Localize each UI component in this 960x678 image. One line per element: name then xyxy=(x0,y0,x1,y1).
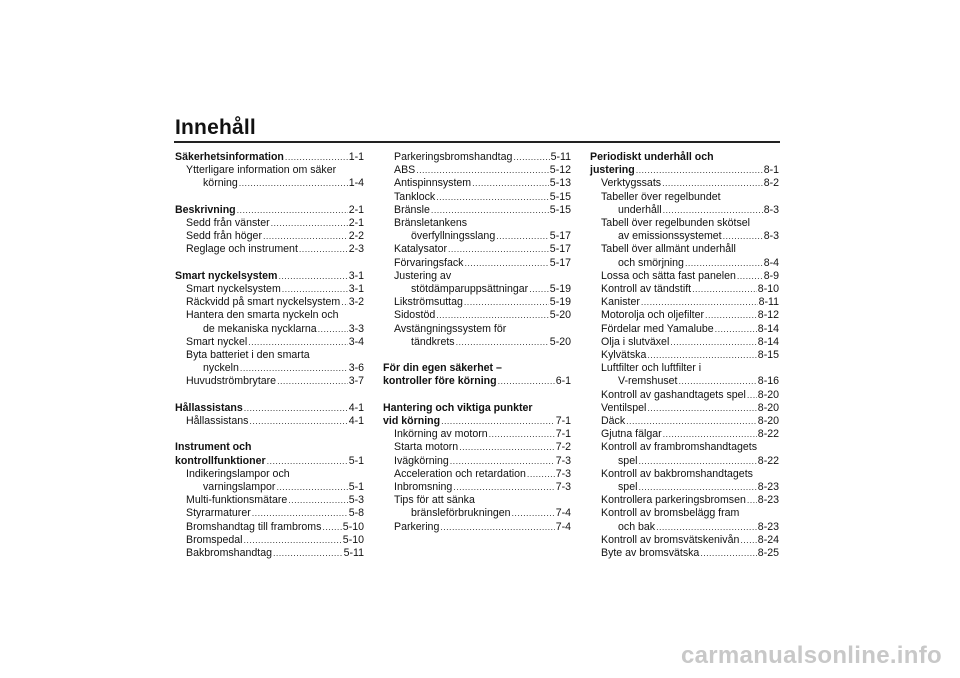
toc-entry[interactable] xyxy=(590,191,779,217)
toc-entry[interactable] xyxy=(383,323,571,349)
toc-page-number: 3-7 xyxy=(348,375,364,388)
toc-entry-text: vid körning xyxy=(383,415,441,428)
toc-entry[interactable] xyxy=(590,534,779,547)
toc-entry-text: Parkering xyxy=(394,520,440,533)
toc-entry-text: Fördelar med Yamalube xyxy=(601,322,714,335)
toc-entry-text: Hållassistans xyxy=(186,415,249,428)
toc-page-number: 8-20 xyxy=(757,401,779,414)
toc-entry[interactable] xyxy=(175,283,364,296)
toc-page-number: 7-3 xyxy=(555,481,571,494)
toc-entry-text: Kontroll av tändstift xyxy=(601,283,692,296)
toc-entry-text: Parkeringsbromshandtag xyxy=(394,151,513,163)
toc-entry-text: underhåll xyxy=(618,203,662,216)
toc-entry[interactable] xyxy=(175,547,364,560)
toc-page-number: 3-3 xyxy=(348,322,364,335)
dot-leader xyxy=(416,164,549,177)
dot-leader xyxy=(341,296,347,309)
toc-page-number: 2-2 xyxy=(348,230,364,243)
toc-entry-text: Sedd från vänster xyxy=(186,217,270,229)
toc-entry-text: Kontroll av bromsvätskenivån xyxy=(601,533,740,546)
toc-entry-text: Bränsle xyxy=(394,203,430,216)
toc-entry-text: Tanklock xyxy=(394,190,436,203)
toc-entry[interactable] xyxy=(383,455,571,468)
dot-leader xyxy=(448,243,549,256)
dot-leader xyxy=(248,336,347,349)
toc-section-heading[interactable] xyxy=(175,270,364,283)
toc-entry[interactable] xyxy=(383,521,571,534)
toc-page-number: 5-3 xyxy=(348,494,364,507)
toc-section-heading[interactable] xyxy=(590,151,779,177)
toc-entry-text: Likströmsuttag xyxy=(394,296,463,309)
toc-entry-text: Ivägkörning xyxy=(394,454,449,467)
dot-leader xyxy=(282,283,348,296)
dot-leader xyxy=(285,151,348,164)
toc-page-number: 8-9 xyxy=(763,269,779,282)
toc-entry-text: Hållassistans xyxy=(175,401,243,414)
toc-page-number: 2-3 xyxy=(348,243,364,256)
section-gap xyxy=(175,428,364,441)
toc-entry[interactable] xyxy=(175,336,364,349)
toc-page-number: 7-4 xyxy=(555,520,571,533)
toc-entry-text: och bak xyxy=(618,520,656,533)
toc-page-number: 8-24 xyxy=(757,533,779,546)
toc-entry[interactable] xyxy=(590,349,779,362)
toc-entry-text: Förvaringsfack xyxy=(394,256,464,269)
toc-section-heading[interactable] xyxy=(175,402,364,415)
toc-page-number: 8-25 xyxy=(757,547,779,560)
toc-page-number: 8-16 xyxy=(757,375,779,388)
toc-entry-text: Säkerhetsinformation xyxy=(175,151,284,163)
toc-entry-text: Starta motorn xyxy=(394,441,459,454)
toc-entry-text: Kontroll av frambromshandtagets xyxy=(601,441,758,454)
toc-entry[interactable] xyxy=(175,309,364,335)
toc-entry-text: kontroller före körning xyxy=(383,375,497,388)
toc-page-number: 4-1 xyxy=(348,401,364,414)
toc-entry[interactable] xyxy=(590,494,779,507)
toc-entry-text: Huvudströmbrytare xyxy=(186,375,277,388)
section-gap xyxy=(175,389,364,402)
toc-page-number: 5-8 xyxy=(348,507,364,520)
dot-leader xyxy=(638,481,756,494)
toc-entry[interactable] xyxy=(590,309,779,322)
toc-entry[interactable] xyxy=(175,243,364,256)
toc-entry-text: spel xyxy=(618,481,638,494)
dot-leader xyxy=(641,296,758,309)
toc-page-number: 5-10 xyxy=(342,533,364,546)
toc-page-number: 5-17 xyxy=(549,243,571,256)
dot-leader xyxy=(740,534,756,547)
toc-entry[interactable] xyxy=(590,270,779,283)
dot-leader xyxy=(237,204,348,217)
toc-entry-text: nyckeln xyxy=(203,362,239,375)
dot-leader xyxy=(723,230,763,243)
toc-entry[interactable] xyxy=(175,164,364,190)
toc-section-heading[interactable] xyxy=(175,441,364,467)
toc-entry-text: Smart nyckelsystem xyxy=(175,269,278,282)
toc-page-number: 8-23 xyxy=(757,494,779,507)
toc-entry[interactable] xyxy=(590,217,779,243)
dot-leader xyxy=(240,362,348,375)
toc-entry-text: spel xyxy=(618,454,638,467)
toc-entry[interactable] xyxy=(175,507,364,520)
toc-page-number: 5-12 xyxy=(549,164,571,177)
toc-entry[interactable] xyxy=(383,481,571,494)
dot-leader xyxy=(498,375,555,388)
toc-entry-text: Kylvätska xyxy=(601,349,647,362)
toc-entry-text: Bränsletankens xyxy=(394,217,468,230)
toc-entry[interactable] xyxy=(175,494,364,507)
toc-entry-text: och smörjning xyxy=(618,256,684,269)
toc-entry-text: Hantering och viktiga punkter xyxy=(383,401,533,414)
toc-entry[interactable] xyxy=(383,309,571,322)
page-title: Innehåll xyxy=(175,116,256,139)
toc-entry[interactable] xyxy=(175,415,364,428)
toc-page-number: 8-22 xyxy=(757,454,779,467)
toc-page-number: 1-4 xyxy=(348,177,364,190)
dot-leader xyxy=(747,494,757,507)
dot-leader xyxy=(638,455,756,468)
toc-entry-text: körning xyxy=(203,177,238,190)
toc-page-number: 8-12 xyxy=(757,309,779,322)
toc-page-number: 8-1 xyxy=(763,164,779,177)
toc-page-number: 8-2 xyxy=(763,177,779,190)
toc-entry-text: Periodiskt underhåll och xyxy=(590,151,714,163)
dot-leader xyxy=(431,204,549,217)
toc-entry-text: Sedd från höger xyxy=(186,230,262,243)
toc-entry[interactable] xyxy=(590,336,779,349)
toc-entry-text: Kontroll av gashandtagets spel xyxy=(601,388,746,401)
toc-entry-text: Indikeringslampor och xyxy=(186,467,290,480)
title-rule xyxy=(174,141,780,143)
dot-leader xyxy=(277,375,348,388)
toc-entry[interactable] xyxy=(383,151,571,164)
toc-page-number: 5-15 xyxy=(549,203,571,216)
toc-entry[interactable] xyxy=(175,468,364,494)
toc-page-number: 8-20 xyxy=(757,388,779,401)
dot-leader xyxy=(441,415,555,428)
dot-leader xyxy=(271,217,348,230)
toc-entry-text: Justering av xyxy=(394,269,452,282)
toc-entry[interactable] xyxy=(590,507,779,533)
toc-entry-text: Sidostöd xyxy=(394,309,436,322)
dot-leader xyxy=(273,547,343,560)
toc-entry[interactable] xyxy=(383,217,571,243)
toc-entry-text: Multi-funktionsmätare xyxy=(186,494,288,507)
toc-entry[interactable] xyxy=(383,191,571,204)
toc-column-1 xyxy=(175,151,364,560)
toc-entry[interactable] xyxy=(590,296,779,309)
toc-page-number: 3-6 xyxy=(348,362,364,375)
dot-leader xyxy=(747,389,757,402)
toc-entry-text: Byte av bromsvätska xyxy=(601,547,700,560)
toc-page-number: 7-1 xyxy=(555,415,571,428)
toc-entry-text: Olja i slutväxel xyxy=(601,335,670,348)
dot-leader xyxy=(692,283,757,296)
dot-leader xyxy=(453,481,554,494)
dot-leader xyxy=(450,455,555,468)
dot-leader xyxy=(288,494,347,507)
toc-page-number: 5-17 xyxy=(549,230,571,243)
dot-leader xyxy=(737,270,763,283)
dot-leader xyxy=(440,521,554,534)
toc-entry-text: Gjutna fälgar xyxy=(601,428,662,441)
toc-entry-text: Smart nyckel xyxy=(186,335,248,348)
dot-leader xyxy=(252,507,348,520)
toc-column-3 xyxy=(590,151,779,560)
toc-entry-text: Avstängningssystem för xyxy=(394,322,507,335)
toc-entry[interactable] xyxy=(383,204,571,217)
dot-leader xyxy=(239,177,348,190)
toc-page-number: 2-1 xyxy=(348,203,364,216)
toc-entry-text: justering xyxy=(590,164,635,177)
dot-leader xyxy=(527,468,555,481)
toc-page-number: 8-15 xyxy=(757,349,779,362)
toc-entry-text: Inkörning av motorn xyxy=(394,428,488,441)
toc-entry-text: Kontroll av bromsbelägg fram xyxy=(601,507,740,520)
dot-leader xyxy=(512,507,555,520)
toc-page-number: 5-20 xyxy=(549,335,571,348)
dot-leader xyxy=(464,257,548,270)
dot-leader xyxy=(700,547,756,560)
toc-entry-text: varningslampor xyxy=(203,481,276,494)
dot-leader xyxy=(244,402,348,415)
toc-page-number: 5-19 xyxy=(549,296,571,309)
toc-entry-text: Kontrollera parkeringsbromsen xyxy=(601,494,746,507)
toc-entry[interactable] xyxy=(175,217,364,230)
toc-section-heading[interactable] xyxy=(383,362,571,388)
toc-entry-text: de mekaniska nycklarna xyxy=(203,322,317,335)
toc-section-heading[interactable] xyxy=(175,204,364,217)
dot-leader xyxy=(626,415,757,428)
toc-page-number: 7-2 xyxy=(555,441,571,454)
toc-page-number: 8-23 xyxy=(757,520,779,533)
toc-page-number: 5-10 xyxy=(342,520,364,533)
toc-entry-text: Ventilspel xyxy=(601,401,647,414)
dot-leader xyxy=(662,177,763,190)
dot-leader xyxy=(489,428,555,441)
toc-entry[interactable] xyxy=(175,349,364,375)
toc-entry[interactable] xyxy=(590,441,779,467)
toc-entry-text: V-remshuset xyxy=(618,375,678,388)
toc-entry[interactable] xyxy=(590,283,779,296)
dot-leader xyxy=(322,521,341,534)
dot-leader xyxy=(278,270,347,283)
toc-entry-text: Antispinnsystem xyxy=(394,177,472,190)
toc-page-number: 4-1 xyxy=(348,415,364,428)
toc-section-heading[interactable] xyxy=(383,402,571,428)
toc-entry[interactable] xyxy=(383,257,571,270)
toc-page-number: 7-3 xyxy=(555,467,571,480)
toc-entry-text: Luftfilter och luftfilter i xyxy=(601,362,702,375)
toc-page-number: 7-3 xyxy=(555,454,571,467)
toc-entry-text: Lossa och sätta fast panelen xyxy=(601,269,736,282)
toc-page-number: 5-1 xyxy=(348,454,364,467)
toc-entry[interactable] xyxy=(383,468,571,481)
dot-leader xyxy=(715,323,757,336)
toc-page-number: 8-20 xyxy=(757,415,779,428)
toc-page-number: 5-11 xyxy=(550,151,571,163)
toc-entry-text: Tabeller över regelbundet xyxy=(601,190,721,203)
dot-leader xyxy=(670,336,757,349)
toc-entry-text: Motorolja och oljefilter xyxy=(601,309,705,322)
toc-page-number: 7-1 xyxy=(555,428,571,441)
toc-entry-text: bränsleförbrukningen xyxy=(411,507,511,520)
toc-entry[interactable] xyxy=(590,243,779,269)
toc-entry-text: ABS xyxy=(394,164,416,177)
dot-leader xyxy=(636,164,763,177)
toc-entry[interactable] xyxy=(175,534,364,547)
dot-leader xyxy=(678,375,756,388)
toc-entry[interactable] xyxy=(175,230,364,243)
toc-entry-text: Katalysator xyxy=(394,243,447,256)
toc-entry-text: Bromshandtag till frambroms xyxy=(186,520,322,533)
toc-entry[interactable] xyxy=(175,521,364,534)
toc-entry[interactable] xyxy=(590,362,779,388)
toc-page-number: 5-17 xyxy=(549,256,571,269)
toc-entry[interactable] xyxy=(590,177,779,190)
toc-entry[interactable] xyxy=(175,296,364,309)
toc-entry[interactable] xyxy=(590,468,779,494)
toc-entry-text: Styrarmaturer xyxy=(186,507,251,520)
toc-entry-text: Acceleration och retardation xyxy=(394,467,526,480)
toc-entry[interactable] xyxy=(383,441,571,454)
dot-leader xyxy=(318,323,348,336)
dot-leader xyxy=(513,151,549,164)
toc-entry[interactable] xyxy=(383,243,571,256)
section-gap xyxy=(383,389,571,402)
toc-entry-text: överfyllningsslang xyxy=(411,230,496,243)
toc-entry-text: Inbromsning xyxy=(394,481,453,494)
toc-entry-text: Hantera den smarta nyckeln och xyxy=(186,309,339,322)
toc-page-number: 8-4 xyxy=(763,256,779,269)
toc-entry-text: För din egen säkerhet – xyxy=(383,362,502,375)
toc-entry[interactable] xyxy=(383,428,571,441)
dot-leader xyxy=(705,309,757,322)
dot-leader xyxy=(685,257,763,270)
dot-leader xyxy=(472,177,549,190)
toc-entry-text: stötdämparuppsättningar xyxy=(411,283,529,296)
toc-entry-text: Instrument och xyxy=(175,441,252,454)
toc-page-number: 2-1 xyxy=(348,217,364,229)
toc-entry[interactable] xyxy=(590,428,779,441)
toc-page-number: 7-4 xyxy=(555,507,571,520)
toc-entry[interactable] xyxy=(590,415,779,428)
toc-entry-text: Beskrivning xyxy=(175,203,236,216)
section-gap xyxy=(175,191,364,204)
toc-entry-text: Ytterligare information om säker xyxy=(186,164,337,177)
toc-page-number: 1-1 xyxy=(348,151,364,163)
dot-leader xyxy=(529,283,549,296)
dot-leader xyxy=(656,521,757,534)
toc-page-number: 8-3 xyxy=(763,230,779,243)
dot-leader xyxy=(647,402,756,415)
toc-entry-text: Smart nyckelsystem xyxy=(186,283,281,295)
toc-entry[interactable] xyxy=(590,323,779,336)
toc-page-number: 8-3 xyxy=(763,203,779,216)
toc-entry[interactable] xyxy=(175,375,364,388)
toc-page-number: 3-1 xyxy=(348,283,364,295)
toc-entry-text: Kontroll av bakbromshandtagets xyxy=(601,467,753,480)
dot-leader xyxy=(299,243,348,256)
toc-entry-text: kontrollfunktioner xyxy=(175,454,266,467)
dot-leader xyxy=(456,336,549,349)
toc-entry-text: Bromspedal xyxy=(186,533,243,546)
toc-page-number: 5-11 xyxy=(343,547,364,560)
dot-leader xyxy=(436,191,549,204)
toc-entry-text: Däck xyxy=(601,415,626,428)
toc-entry-text: av emissionssystemet xyxy=(618,230,722,243)
toc-entry-text: Tabell över regelbunden skötsel xyxy=(601,217,750,230)
dot-leader xyxy=(249,415,347,428)
dot-leader xyxy=(496,230,549,243)
toc-entry-text: Tips för att sänka xyxy=(394,494,475,507)
toc-entry-text: Kanister xyxy=(601,296,640,309)
toc-entry-text: Verktygssats xyxy=(601,177,662,190)
dot-leader xyxy=(459,441,555,454)
toc-page-number: 3-1 xyxy=(348,269,364,282)
toc-entry[interactable] xyxy=(590,402,779,415)
toc-page-number: 5-1 xyxy=(348,481,364,494)
section-gap xyxy=(175,257,364,270)
dot-leader xyxy=(464,296,549,309)
toc-entry-text: tändkrets xyxy=(411,335,455,348)
toc-entry[interactable] xyxy=(383,270,571,296)
toc-entry[interactable] xyxy=(383,494,571,520)
toc-entry[interactable] xyxy=(383,177,571,190)
dot-leader xyxy=(663,204,763,217)
toc-page-number: 8-23 xyxy=(757,481,779,494)
toc-entry-text: Tabell över allmänt underhåll xyxy=(601,243,736,256)
toc-page-number: 8-10 xyxy=(757,283,779,296)
dot-leader xyxy=(276,481,347,494)
dot-leader xyxy=(267,455,348,468)
toc-page-number: 5-15 xyxy=(549,190,571,203)
toc-entry-text: Reglage och instrument xyxy=(186,243,298,256)
toc-column-2 xyxy=(383,151,571,534)
toc-page-number: 3-2 xyxy=(348,296,364,309)
dot-leader xyxy=(663,428,757,441)
toc-page-number: 6-1 xyxy=(555,375,571,388)
toc-page-number: 5-13 xyxy=(549,177,571,190)
toc-entry[interactable] xyxy=(590,389,779,402)
toc-entry[interactable] xyxy=(590,547,779,560)
toc-entry-text: Räckvidd på smart nyckelsystem xyxy=(186,296,341,309)
toc-entry[interactable] xyxy=(383,164,571,177)
toc-page-number: 5-20 xyxy=(549,309,571,322)
dot-leader xyxy=(436,309,549,322)
toc-entry-text: Byta batteriet i den smarta xyxy=(186,349,310,362)
watermark: carmanualsonline.info xyxy=(680,642,942,669)
toc-page-number: 8-14 xyxy=(757,322,779,335)
toc-page-number: 3-4 xyxy=(348,335,364,348)
dot-leader xyxy=(244,534,342,547)
toc-page-number: 8-14 xyxy=(757,335,779,348)
section-gap xyxy=(383,349,571,362)
toc-section-heading[interactable] xyxy=(175,151,364,164)
toc-page-number: 8-11 xyxy=(758,296,779,309)
dot-leader xyxy=(647,349,756,362)
toc-page-number: 5-19 xyxy=(549,283,571,296)
dot-leader xyxy=(263,230,348,243)
toc-page-number: 8-22 xyxy=(757,428,779,441)
toc-entry[interactable] xyxy=(383,296,571,309)
toc-entry-text: Bakbromshandtag xyxy=(186,547,272,560)
